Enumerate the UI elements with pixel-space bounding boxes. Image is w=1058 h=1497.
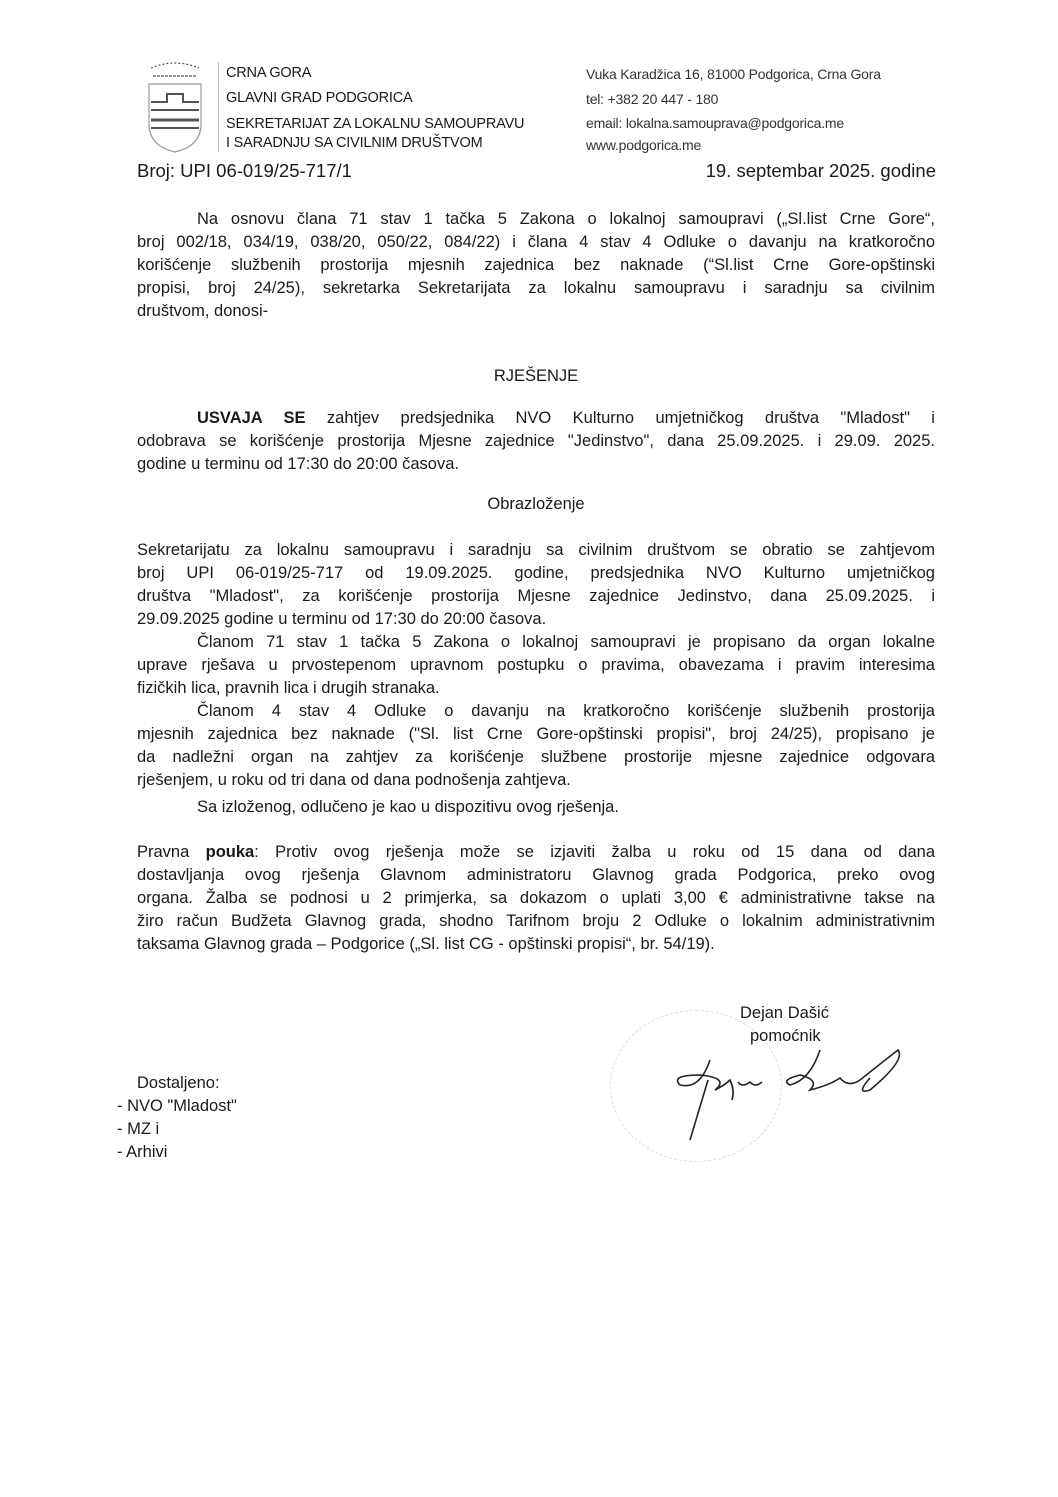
decision-text: zahtjev predsjednika NVO Kulturno umjetničkog društva "Mladost" i [305,409,935,427]
decision-title: RJEŠENJE [493,367,579,385]
legal-line [137,841,935,864]
legal-line: taksama Glavnog grada – Podgorice („Sl. list CG - opštinski propisi“, br. 54/19). [137,935,715,953]
reasoning-line: Članom 4 stav 4 Odluke o davanju na kratkoročno korišćenje službenih prostorija [197,702,935,720]
decision-line [137,407,935,430]
reasoning-line: Sekretarijatu za lokalnu samoupravu i saradnju sa civilnim društvom se obratio se zahtjevom [137,541,935,559]
city-name: GLAVNI GRAD PODGORICA [226,90,413,106]
decision-line: godine u terminu od 17:30 do 20:00 časova. [137,455,459,473]
legal-label-bold: pouka [205,843,255,861]
legal-text: : Protiv ovog rješenja može se izjaviti žalba u roku od 15 dana od dana [254,843,935,861]
reasoning-title: Obrazloženje [487,495,585,513]
reasoning-line: društva "Mladost", za korišćenje prostorija Mjesne zajednice Jedinstvo, dana 25.09.2025. i [137,587,935,605]
conclusion-paragraph [137,796,935,819]
intro-line: korišćenje službenih prostorija mjesnih zajednica bez naknade (“Sl.list Crne Gore-opštinski [137,256,935,274]
reasoning-line: 29.09.2025 godine u terminu od 17:30 do 20:00 časova. [137,610,547,628]
document-number: Broj: UPI 06-019/25-717/1 [137,160,352,181]
legal-line: organa. Žalba se podnosi u 2 primjerka, sa dokazom o uplati 3,00 € administrativne takse na [137,889,935,907]
contact-block [586,64,881,155]
website: www.podgorica.me [586,137,702,153]
intro-line: propisi, broj 24/25), sekretarka Sekretarijata za lokalnu samoupravu i saradnju sa civilnim [137,279,935,297]
intro-paragraph [137,208,935,323]
reasoning-line: fizičkih lica, pravnih lica i drugih stranaka. [137,679,440,697]
address: Vuka Karadžica 16, 81000 Podgorica, Crna Gora [586,66,881,82]
email: email: lokalna.samouprava@podgorica.me [586,115,844,131]
signer-name: Dejan Dašić [740,1004,829,1022]
reasoning-line: broj UPI 06-019/25-717 od 19.09.2025. godine, predsjednika NVO Kulturno umjetničkog [137,564,935,582]
intro-line: broj 002/18, 034/19, 038/20, 050/22, 084/22) i člana 4 stav 4 Odluke o davanju na kratkoročno [137,233,935,251]
decision-bold: USVAJA SE [197,409,306,427]
decision-paragraph [137,407,935,476]
country-name: CRNA GORA [226,65,312,81]
intro-line: Na osnovu člana 71 stav 1 tačka 5 Zakona o lokalnoj samoupravi („Sl.list Crne Gore“, [197,210,935,228]
conclusion-line: Sa izloženog, odlučeno je kao u dispozitivu ovog rješenja. [197,798,619,816]
phone: tel: +382 20 447 - 180 [586,91,719,107]
coat-of-arms-logo [143,58,207,154]
delivery-item: - NVO "Mladost" [117,1097,237,1115]
decision-line: odobrava se korišćenje prostorija Mjesne zajednice "Jedinstvo", dana 25.09.2025. i 29.09. 2025. [137,432,935,450]
header-divider [218,62,219,152]
intro-line: društvom, donosi- [137,302,269,320]
delivery-item: - MZ i [117,1120,160,1138]
legal-notice [137,841,935,956]
reasoning-line: rješenjem, u roku od tri dana od dana podnošenja zahtjeva. [137,771,571,789]
delivery-label: Dostaljeno: [137,1074,220,1092]
reasoning-line: uprave rješava u prvostepenom upravnom postupku o pravima, obavezama i pravim interesima [137,656,935,674]
legal-line: žiro račun Budžeta Glavnog grada, shodno Tarifnom broju 2 Odluke o lokalnim administrativnim [137,912,935,930]
secretariat-line-2: I SARADNJU SA CIVILNIM DRUŠTVOM [226,135,483,151]
legal-line: dostavljanja ovog rješenja Glavnom administratoru Glavnog grada Podgorica, preko ovog [137,866,935,884]
reasoning-paragraph [137,539,935,792]
institution-block [226,63,524,153]
delivery-list [117,1072,237,1164]
delivery-item: - Arhivi [117,1143,168,1161]
document-date: 19. septembar 2025. godine [705,160,936,181]
reasoning-line: mjesnih zajednica bez naknade ("Sl. list Crne Gore-opštinski propisi", broj 24/25), propisano je [137,725,935,743]
legal-label: Pravna [137,843,206,861]
reasoning-line: da nadležni organ na zahtjev za korišćenje službene prostorije mjesne zajednice odgovara [137,748,935,766]
signer-role: pomoćnik [750,1027,821,1045]
secretariat-line-1: SEKRETARIJAT ZA LOKALNU SAMOUPRAVU [226,116,525,132]
handwritten-signature [670,1040,910,1145]
reasoning-line: Članom 71 stav 1 tačka 5 Zakona o lokalnoj samoupravi je propisano da organ lokalne [197,633,935,651]
